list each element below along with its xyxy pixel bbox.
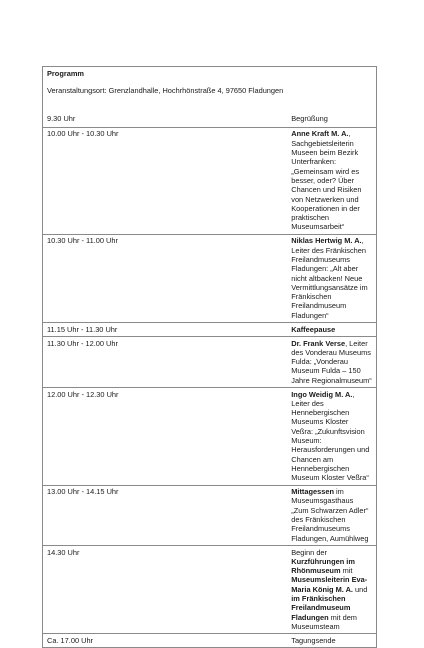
row-time: Ca. 17.00 Uhr (43, 634, 288, 648)
row-description (287, 387, 376, 485)
schedule-row (43, 634, 377, 648)
break-label: Kaffeepause (291, 324, 336, 334)
row-description (287, 336, 376, 387)
schedule-row (43, 127, 377, 234)
speaker-name: Dr. Frank Verse (291, 338, 346, 348)
row-time: 11.15 Uhr - 11.30 Uhr (43, 323, 288, 337)
tour-text: Beginn der (291, 547, 327, 557)
schedule-row (43, 323, 377, 337)
row-description (287, 127, 376, 234)
program-header-row (43, 67, 377, 128)
program-header-right (287, 67, 376, 128)
row-time: 12.00 Uhr - 12.30 Uhr (43, 387, 288, 485)
row-description (287, 234, 376, 322)
lunch-label: Mittagessen (291, 487, 334, 497)
talk-text: , Leiter des Vonderau Museums Fulda: „Vonderau Museum Fulda – 150 Jahre Regionalmuseum“ (291, 338, 372, 385)
schedule-row (43, 545, 377, 633)
talk-text: , Sachgebietsleiterin Museen beim Bezirk Unterfranken: „Gemeinsam wird es besser, oder? Über Chancen und Risiken von Netzwerken und Kooperationen in der praktischen Museumsarbeit“ (291, 129, 362, 232)
program-table (42, 66, 377, 648)
row-time: 10.00 Uhr - 10.30 Uhr (43, 127, 288, 234)
row-time: 9.30 Uhr (47, 113, 76, 123)
row-description (287, 545, 376, 633)
venue-line: Veranstaltungsort: Grenzlandhalle, Hochrhönstraße 4, 97650 Fladungen (47, 86, 284, 96)
speaker-name: Ingo Weidig M. A. (291, 389, 353, 399)
tour-text: mit (340, 566, 353, 576)
speaker-name: Anne Kraft M. A. (291, 129, 349, 139)
tour-highlight: im Fränkischen Freilandmuseum Fladungen (291, 594, 351, 622)
schedule-row (43, 387, 377, 485)
program-header-left (43, 67, 288, 128)
row-time: 13.00 Uhr - 14.15 Uhr (43, 485, 288, 545)
row-description (287, 323, 376, 337)
row-text: Begrüßung (291, 113, 328, 123)
speaker-name: Niklas Hertwig M. A. (291, 236, 362, 246)
row-time: 14.30 Uhr (43, 545, 288, 633)
row-time: 11.30 Uhr - 12.00 Uhr (43, 336, 288, 387)
tour-guide-name: Museumsleiterin Eva-Maria König M. A. (291, 575, 368, 594)
schedule-row (43, 336, 377, 387)
row-description: Tagungsende (287, 634, 376, 648)
tour-text: und (352, 584, 368, 594)
row-description (287, 485, 376, 545)
tour-text: mit dem Museumsteam (291, 612, 357, 631)
schedule-row (43, 234, 377, 322)
row-time: 10.30 Uhr - 11.00 Uhr (43, 234, 288, 322)
talk-text: , Leiter des Fränkischen Freilandmuseums Fladungen: „Alt aber nicht altbacken! Neue Vermittlungsansätze im Fränkischen Freilandmuseum Fladungen“ (291, 236, 368, 320)
talk-text: im Museumsgasthaus „Zum Schwarzen Adler“ des Fränkischen Freilandmuseums Fladungen, Aumühlweg (291, 487, 369, 543)
talk-text: , Leiter des Hennebergischen Museums Kloster Veßra: „Zukunftsvision Museum: Herausforderungen und Chancen am Hennebergischen Museum Kloster Veßra“ (291, 389, 370, 483)
schedule-row (43, 485, 377, 545)
program-title: Programm (47, 69, 84, 78)
tour-highlight: Kurzführungen im Rhönmuseum (291, 556, 355, 576)
